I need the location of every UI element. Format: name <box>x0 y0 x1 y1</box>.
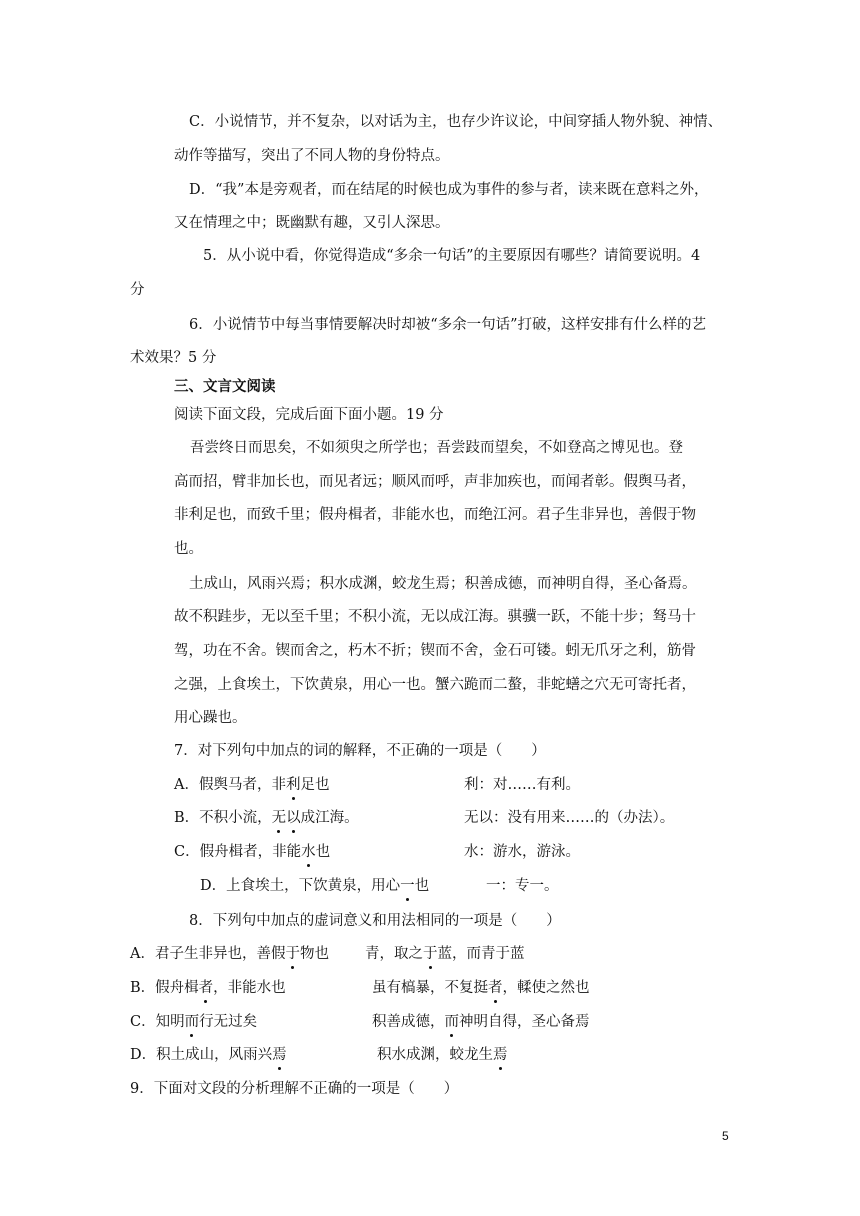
q7-option-a-gloss: 利：对……有利。 <box>464 777 580 793</box>
passage-line: 之强，上食埃土，下饮黄泉，用心一也。蟹六跪而二螯，非蛇蟮之穴无可寄托者， <box>174 677 696 693</box>
q7-option-b: B．不积小流，无以成江海。 <box>174 810 359 826</box>
passage-line: 土成山，风雨兴焉；积水成渊，蛟龙生焉；积善成德，而神明自得，圣心备焉。 <box>189 576 697 592</box>
q7-option-d: D．上食埃土，下饮黄泉，用心一也 <box>200 878 430 894</box>
q8-option-b-left: B．假舟楫者，非能水也 <box>130 980 286 996</box>
question-9-stem: 9．下面对文段的分析理解不正确的一项是（ ） <box>130 1081 459 1097</box>
q8-option-b-right: 虽有槁暴，不复挺者，輮使之然也 <box>372 980 590 996</box>
q7-option-c-gloss: 水：游水，游泳。 <box>464 844 580 860</box>
passage-line: 也。 <box>174 541 203 557</box>
question-5-line2: 分 <box>130 282 145 298</box>
passage-line: 故不积跬步，无以至千里；不积小流，无以成江海。骐骥一跃，不能十步；驽马十 <box>174 609 696 625</box>
q7-option-d-gloss: 一：专一。 <box>486 878 559 894</box>
option-c-line2: 动作等描写，突出了不同人物的身份特点。 <box>174 148 450 164</box>
passage-line: 吾尝终日而思矣，不如须臾之所学也；吾尝跂而望矣，不如登高之博见也。登 <box>190 440 683 456</box>
passage-line: 驾，功在不舍。锲而舍之，朽木不折；锲而不舍，金石可镂。蚓无爪牙之利，筋骨 <box>174 643 696 659</box>
question-7-stem: 7．对下列句中加点的词的解释，不正确的一项是（ ） <box>174 743 546 759</box>
section-heading: 三、文言文阅读 <box>174 378 276 395</box>
question-6-line2: 术效果？5 分 <box>130 350 217 366</box>
passage-line: 非利足也，而致千里；假舟楫者，非能水也，而绝江河。君子生非异也，善假于物 <box>174 507 696 523</box>
q7-option-c: C．假舟楫者，非能水也 <box>174 844 331 860</box>
section-instruction: 阅读下面文段，完成后面下面小题。19 分 <box>174 407 444 423</box>
passage-line: 高而招，臂非加长也，而见者远；顺风而呼，声非加疾也，而闻者彰。假舆马者， <box>174 474 696 490</box>
q7-option-b-gloss: 无以：没有用来……的（办法）。 <box>464 810 675 826</box>
q7-option-a: A．假舆马者，非利足也 <box>174 777 330 793</box>
question-6-line1: 6．小说情节中每当事情要解决时却被“多余一句话”打破，这样安排有什么样的艺 <box>189 317 707 333</box>
page-number: 5 <box>722 1129 729 1143</box>
option-d-line1: D．“我”本是旁观者，而在结尾的时候也成为事件的参与者，读来既在意料之外， <box>189 182 709 198</box>
passage-line: 用心躁也。 <box>174 710 247 726</box>
option-c-line1: C．小说情节，并不复杂，以对话为主，也存少许议论，中间穿插人物外貌、神情、 <box>189 114 723 130</box>
q8-option-a-right: 青，取之于蓝，而青于蓝 <box>365 946 525 962</box>
option-d-line2: 又在情理之中；既幽默有趣，又引人深思。 <box>174 215 450 231</box>
q8-option-d-right: 积水成渊，蛟龙生焉 <box>377 1047 508 1063</box>
q8-option-c-right: 积善成德，而神明自得，圣心备焉 <box>372 1014 590 1030</box>
question-8-stem: 8．下列句中加点的虚词意义和用法相同的一项是（ ） <box>189 913 561 929</box>
q8-option-c-left: C．知明而行无过矣 <box>130 1014 258 1030</box>
q8-option-a-left: A．君子生非异也，善假于物也 <box>130 946 329 962</box>
q8-option-d-left: D．积土成山，风雨兴焉 <box>130 1047 287 1063</box>
question-5-line1: 5．从小说中看，你觉得造成“多余一句话”的主要原因有哪些？请简要说明。4 <box>203 248 701 264</box>
